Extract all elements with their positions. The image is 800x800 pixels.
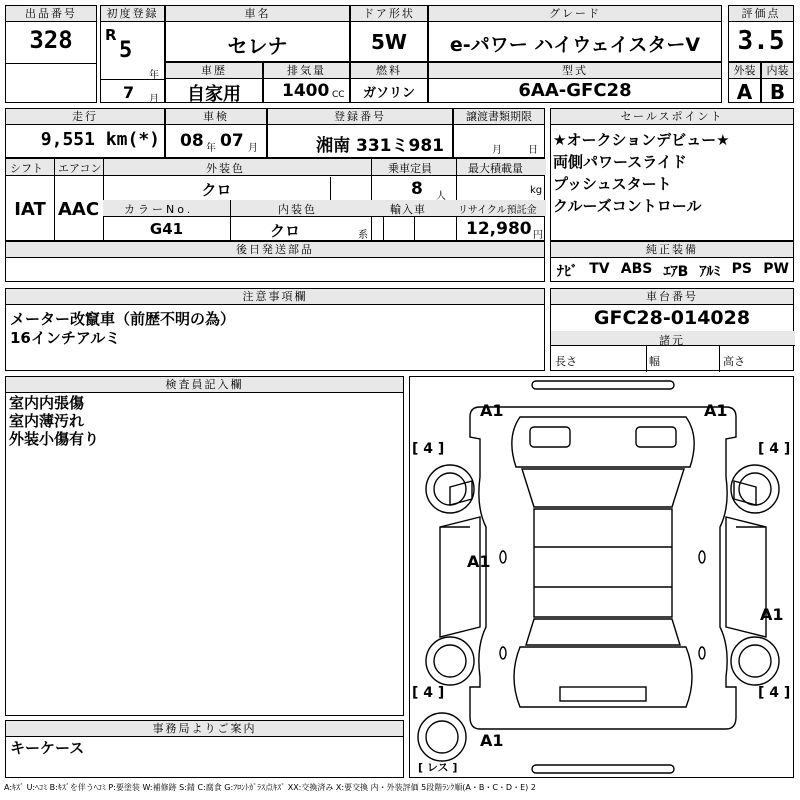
- capacity-value: 8: [411, 179, 423, 199]
- history-box: [165, 62, 263, 103]
- first-reg-label: 初度登録: [101, 6, 164, 22]
- displacement-box: 排気量 1400 CC: [263, 62, 350, 103]
- inspector-box: [5, 376, 404, 716]
- int-grade-box: [761, 62, 794, 103]
- interior-color-value: クロ: [269, 222, 300, 240]
- sales-point-4: クルーズコントロール: [553, 197, 702, 215]
- inspection-month: 07: [220, 131, 244, 151]
- score-value: 3.5: [737, 26, 785, 56]
- fuel-label: 燃料: [351, 63, 427, 79]
- spec-block: シフト エアコン 外装色 乗車定員 最大積載量 IAT AAC クロ 8 人 kg カラーNo. 内装色 輸入車 リサイクル預託金 G41 クロ 系 12,980 円: [5, 158, 545, 241]
- notes-line-1: メーター改竄車（前歴不明の為）: [10, 310, 236, 328]
- maxload-label: 最大積載量: [468, 162, 523, 175]
- mileage-value: 9,551 km(*): [40, 129, 160, 150]
- type-value: 6AA-GFC28: [518, 80, 632, 101]
- score-box: [728, 5, 794, 62]
- equipment-label: 純正装備: [551, 242, 793, 258]
- inspector-line-2: 室内薄汚れ: [9, 412, 85, 430]
- ac-value: AAC: [57, 199, 100, 220]
- chassis-box: [550, 288, 794, 371]
- lot-label: 出品番号: [6, 6, 96, 22]
- exterior-color-label: 外装色: [206, 162, 245, 175]
- length-label: 長さ: [555, 355, 577, 368]
- sales-point-3: プッシュスタート: [553, 175, 672, 193]
- colorno-label: カラーNo.: [124, 203, 194, 216]
- office-label: 事務局よりご案内: [6, 721, 403, 737]
- era: R: [105, 26, 117, 44]
- plate-label: 登録番号: [268, 109, 452, 125]
- capacity-label: 乗車定員: [388, 162, 432, 175]
- office-box: [5, 720, 404, 778]
- equipment-abs: ABS: [620, 261, 653, 277]
- int-label: 内装: [762, 63, 793, 79]
- inspection-label: 車検: [166, 109, 266, 125]
- later-label: 後日発送部品: [6, 242, 544, 258]
- displacement-label: 排気量: [264, 63, 349, 79]
- mileage-box: [5, 108, 165, 158]
- colorno-value: G41: [149, 220, 184, 238]
- ext-grade: A: [736, 80, 753, 104]
- notes-box: [5, 288, 545, 371]
- type-box: [428, 62, 722, 103]
- model-box: [165, 5, 350, 62]
- score-label: 評価点: [729, 6, 793, 22]
- height-label: 高さ: [723, 355, 745, 368]
- recycle-label: リサイクル預託金: [458, 205, 537, 216]
- shift-label: シフト: [10, 162, 43, 175]
- interior-color-label: 内装色: [278, 203, 317, 216]
- grade-value: e-パワー ハイウェイスターV: [449, 34, 701, 56]
- equipment-pw: PW: [763, 261, 789, 277]
- grade-box: [428, 5, 722, 62]
- inspector-label: 検査員記入欄: [6, 377, 403, 393]
- inspector-line-1: 室内内張傷: [9, 394, 85, 412]
- damage-mark-front-right: A1: [704, 401, 728, 420]
- displacement-value: 1400: [282, 81, 330, 101]
- notes-line-2: 16インチアルミ: [10, 329, 121, 347]
- ext-label: 外装: [729, 63, 760, 79]
- tire-depth-front-left: [ 4 ]: [412, 441, 445, 457]
- equipment-box: [550, 241, 794, 282]
- history-label: 車歴: [166, 63, 262, 79]
- equipment-ps: PS: [731, 261, 753, 277]
- equipment-alloy: ｱﾙﾐ: [699, 264, 721, 280]
- ac-label: エアコン: [58, 162, 102, 175]
- transfer-label: 譲渡書類期限: [454, 109, 544, 125]
- import-label: 輸入車: [390, 203, 426, 216]
- door-type: 5W: [371, 30, 407, 54]
- legend-text: A:ｷｽﾞ U:ﾍｺﾐ B:ｷｽﾞを伴うﾍｺﾐ P:要塗装 W:補修跡 S:錆 C:腐食 G:ﾌﾛﾝﾄｶﾞﾗｽ点ｷｽﾞ XX:交換済み X:要交換 内・外装評価 5段階ﾗﾝｸ順(A・B・C・D・E) 2: [4, 783, 536, 792]
- car-diagram: [409, 376, 794, 778]
- office-text: キーケース: [10, 739, 85, 757]
- damage-mark-left-side: A1: [467, 552, 491, 571]
- ext-grade-box: [728, 62, 761, 103]
- tire-depth-rear-left: [ 4 ]: [412, 685, 445, 701]
- notes-label: 注意事項欄: [6, 289, 544, 305]
- equipment-list: [557, 261, 789, 281]
- plate-box: [267, 108, 453, 158]
- chassis-number: GFC28-014028: [593, 307, 751, 329]
- model-name: セレナ: [227, 34, 288, 58]
- width-label: 幅: [649, 355, 660, 368]
- fuel-box: [350, 62, 428, 103]
- equipment-airbag: ｴｱB: [663, 264, 689, 280]
- tire-depth-front-right: [ 4 ]: [758, 441, 791, 457]
- first-registration-box: 初度登録 R 5 年 7 月: [100, 5, 165, 103]
- reg-year: 5: [119, 38, 133, 63]
- door-box: [350, 5, 428, 62]
- mileage-label: 走行: [6, 109, 164, 125]
- sales-points-label: セールスポイント: [551, 109, 793, 125]
- inspection-box: 車検 08 年 07 月: [165, 108, 267, 158]
- grade-label: グレード: [429, 6, 721, 22]
- lot-box: [5, 5, 97, 103]
- exterior-color-value: クロ: [201, 181, 232, 199]
- inspection-year: 08: [180, 131, 204, 151]
- reg-month: 7: [123, 83, 135, 102]
- chassis-label: 車台番号: [551, 289, 793, 305]
- int-grade: B: [769, 80, 786, 104]
- sales-points-box: [550, 108, 794, 241]
- transfer-box: 譲渡書類期限 月 日: [453, 108, 545, 158]
- tire-depth-rear-right: [ 4 ]: [758, 685, 791, 701]
- model-label: 車名: [166, 6, 349, 22]
- damage-mark-front-left: A1: [480, 401, 504, 420]
- history-value: 自家用: [187, 84, 241, 105]
- damage-mark-rear: A1: [480, 731, 504, 750]
- shift-value: IAT: [14, 199, 46, 220]
- spare-tire-label: [ レス ]: [418, 761, 458, 774]
- plate-value: 湘南 331ミ981: [316, 136, 444, 156]
- fuel-value: ガソリン: [362, 86, 415, 101]
- sales-point-1: ★オークションデビュー★: [553, 131, 730, 149]
- later-parts-box: [5, 241, 545, 282]
- recycle-value: 12,980: [466, 219, 532, 239]
- damage-mark-right-side: A1: [760, 605, 784, 624]
- inspector-line-3: 外装小傷有り: [9, 430, 100, 448]
- type-label: 型式: [429, 63, 721, 79]
- equipment-tv: TV: [589, 261, 610, 277]
- equipment-nav: ﾅﾋﾞ: [557, 264, 578, 280]
- spec-label: 諸元: [659, 334, 685, 347]
- sales-point-2: 両側パワースライド: [553, 153, 687, 171]
- car-outline: [410, 377, 795, 779]
- lot-number: 328: [29, 26, 73, 54]
- door-label: ドア形状: [351, 6, 427, 22]
